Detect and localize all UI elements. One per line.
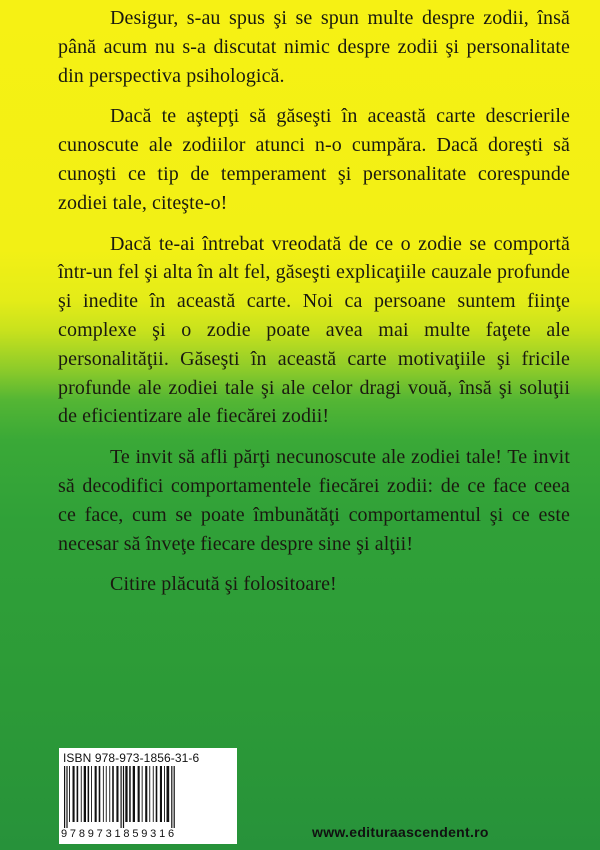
- isbn-label: ISBN 978-973-1856-31-6: [63, 751, 200, 765]
- blurb-paragraph-2: Dacă te aştepţi să găseşti în această carte descrierile cunoscute ale zodiilor atunci n-o cumpăra. Dacă doreşti să cunoşti ce tip de temperament şi personalitate corespunde zodiei tale, citeşte-o!: [58, 105, 570, 214]
- back-cover-blurb: [58, 4, 570, 611]
- barcode-bars: [62, 766, 234, 828]
- isbn-barcode: [59, 748, 237, 844]
- blurb-paragraph-4: Te invit să afli părţi necunoscute ale zodiei tale! Te invit să decodifici comportamentele fiecărei zodii: de ce face ceea ce face, cum se poate îmbunătăţi comportamentul şi ce este necesar să înveţe fiecare despre sine şi alţii!: [58, 446, 570, 555]
- barcode-digits: 9789731859316: [61, 828, 177, 840]
- blurb-paragraph-3: Dacă te-ai întrebat vreodată de ce o zodie se comportă într-un fel şi alta în alt fel, găseşti explicaţiile cauzale profunde şi inedite în această carte. Noi ca persoane suntem fiinţe complexe şi o zodie poate avea mai multe faţete ale personalităţii. Găseşti în această carte motivaţiile şi fricile profunde ale zodiei tale şi ale celor dragi vouă, însă şi soluţii de eficientizare ale fiecărei zodii!: [58, 232, 570, 428]
- publisher-website: www.edituraascendent.ro: [312, 824, 489, 840]
- blurb-closing-line: Citire plăcută şi folositoare!: [110, 573, 337, 596]
- blurb-paragraph-1: Desigur, s-au spus şi se spun multe despre zodii, însă până acum nu s-a discutat nimic despre zodii şi personalitate din perspectiva psihologică.: [58, 7, 570, 87]
